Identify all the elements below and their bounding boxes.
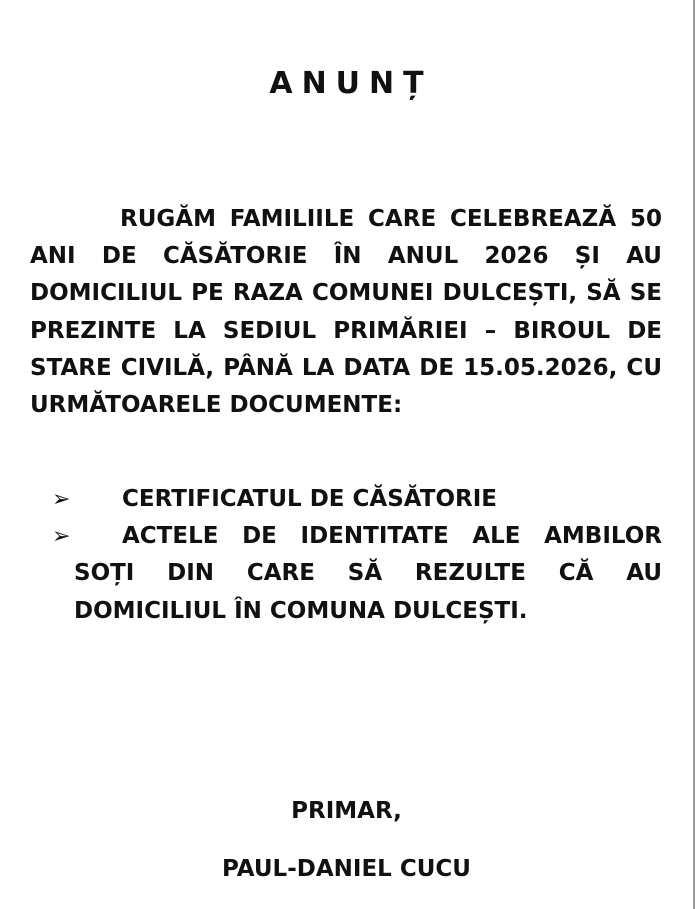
list-item xyxy=(30,481,662,518)
announcement-paragraph: RUGĂM FAMILIILE CARE CELEBREAZĂ 50 ANI DE CĂSĂTORIE ÎN ANUL 2026 ȘI AU DOMICILIUL PE RAZA COMUNEI DULCEȘTI, SĂ SE PREZINTE LA SEDIUL PRIMĂRIEI – BIROUL DE STARE CIVILĂ, PÂNĂ LA DATA DE 15.05.2026, CU URMĂTOARELE DOCUMENTE: xyxy=(30,206,662,419)
list-item xyxy=(30,518,662,630)
document-item-text: ACTELE DE IDENTITATE ALE AMBILOR SOȚI DIN CARE SĂ REZULTE CĂ AU DOMICILIUL ÎN COMUNA DULCEȘTI. xyxy=(74,523,662,624)
signature-role: PRIMAR, xyxy=(291,798,402,824)
announcement-body xyxy=(30,201,662,424)
arrowhead-bullet-icon: ➢ xyxy=(52,487,71,512)
signature-block xyxy=(0,782,693,898)
document-item-text: CERTIFICATUL DE CĂSĂTORIE xyxy=(122,486,497,512)
documents-list xyxy=(30,481,662,630)
page-title: ANUNȚ xyxy=(269,66,433,101)
signature-name: PAUL-DANIEL CUCU xyxy=(222,856,471,882)
arrowhead-bullet-icon: ➢ xyxy=(52,524,71,550)
